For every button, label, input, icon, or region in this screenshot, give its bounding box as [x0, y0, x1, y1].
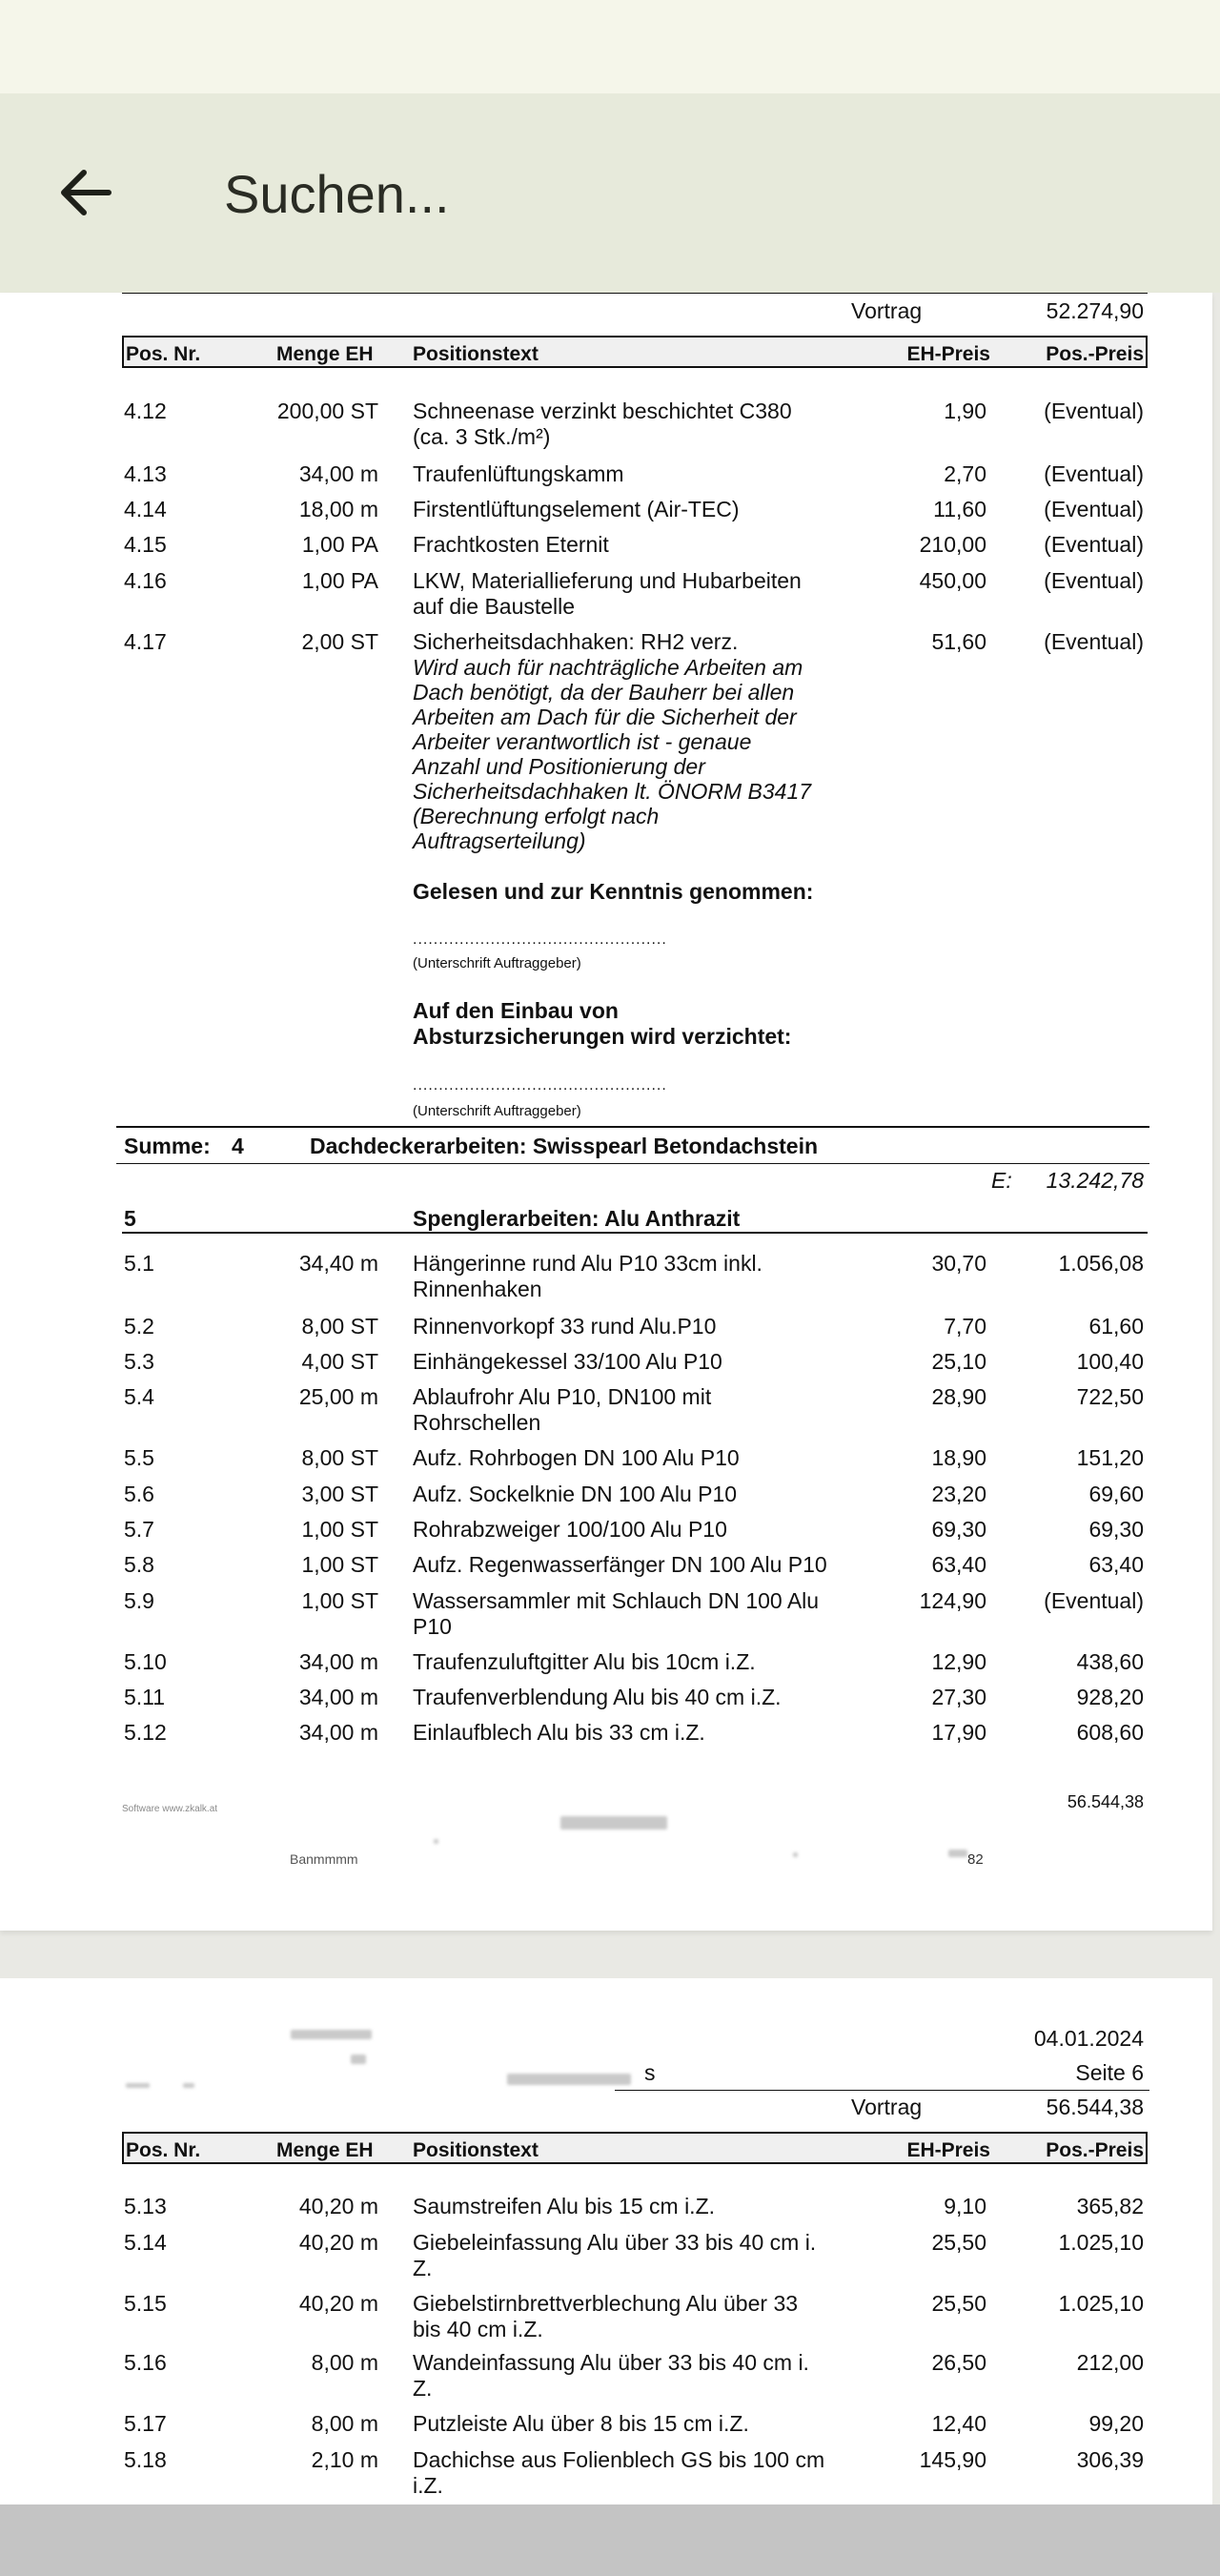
- position-price: (Eventual): [1044, 1588, 1144, 1613]
- position-text: [413, 1482, 861, 1507]
- quantity-unit: 1,00 PA: [301, 568, 378, 593]
- unit-price: 30,70: [931, 1251, 986, 1276]
- section-number: 5: [124, 1206, 136, 1231]
- position-text-line: Wassersammler mit Schlauch DN 100 Alu: [413, 1588, 820, 1613]
- col-unit-price: EH-Preis: [906, 343, 990, 365]
- column-header-row: [122, 336, 1148, 368]
- carry-label: Vortrag: [851, 298, 923, 323]
- position-text-line: Frachtkosten Eternit: [413, 532, 609, 557]
- position-text-line: Giebelstirnbrettverblechung Alu über 33: [413, 2291, 799, 2316]
- quantity-unit: 8,00 ST: [301, 1314, 378, 1339]
- position-text: [413, 1445, 861, 1471]
- position-number: 5.11: [124, 1685, 166, 1709]
- position-price: (Eventual): [1044, 497, 1144, 521]
- position-text-line: Aufz. Rohrbogen DN 100 Alu P10: [413, 1445, 740, 1470]
- position-price: 438,60: [1076, 1649, 1144, 1674]
- position-number: 5.6: [124, 1482, 154, 1506]
- quantity-unit: 2,10 m: [311, 2447, 378, 2472]
- position-price: (Eventual): [1044, 629, 1144, 654]
- position-text-line: Einlaufblech Alu bis 33 cm i.Z.: [413, 1720, 705, 1745]
- redacted-mark: [560, 1816, 667, 1830]
- position-price: 100,40: [1076, 1349, 1144, 1374]
- position-text-line: Aufz. Regenwasserfänger DN 100 Alu P10: [413, 1552, 827, 1577]
- position-text-line: Traufenverblendung Alu bis 40 cm i.Z.: [413, 1685, 782, 1709]
- col-pos-price: Pos.-Preis: [1046, 343, 1144, 365]
- quantity-unit: 34,00 m: [298, 1720, 378, 1745]
- col-text: Positionstext: [413, 343, 539, 365]
- position-text-line: auf die Baustelle: [413, 594, 576, 619]
- position-number: 5.4: [124, 1384, 154, 1409]
- col-unit-price: EH-Preis: [906, 2139, 990, 2161]
- position-text-line: i.Z.: [413, 2473, 443, 2498]
- waiver-heading-1: Auf den Einbau von: [413, 998, 619, 1023]
- position-text: [413, 532, 861, 558]
- position-text: [413, 1349, 861, 1375]
- position-price: 61,60: [1088, 1314, 1144, 1339]
- unit-price: 11,60: [933, 497, 986, 521]
- position-price: 365,82: [1076, 2194, 1144, 2218]
- position-text-line: Rinnenhaken: [413, 1277, 542, 1301]
- unit-price: 12,90: [931, 1649, 986, 1674]
- column-header-row: [122, 2132, 1148, 2164]
- signature-line: .................................................: [413, 931, 667, 948]
- col-pos-price: Pos.-Preis: [1046, 2139, 1144, 2161]
- sum-value: 13.242,78: [1046, 1168, 1144, 1193]
- position-text: [413, 568, 861, 620]
- position-text: [413, 497, 861, 522]
- unit-price: 124,90: [919, 1588, 986, 1613]
- unit-price: 23,20: [931, 1482, 986, 1506]
- search-field[interactable]: Suchen...: [224, 164, 450, 224]
- signature-caption: (Unterschrift Auftraggeber): [413, 1103, 581, 1119]
- unit-price: 63,40: [931, 1552, 986, 1577]
- quantity-unit: 2,00 ST: [301, 629, 378, 654]
- unit-price: 17,90: [931, 1720, 986, 1745]
- position-text: [413, 461, 861, 487]
- arrow-left-icon: [55, 162, 116, 223]
- position-number: 5.8: [124, 1552, 154, 1577]
- unit-price: 7,70: [944, 1314, 986, 1339]
- top-app-bar: [0, 93, 1220, 293]
- unit-price: 12,40: [931, 2411, 986, 2436]
- ack-heading: Gelesen und zur Kenntnis genommen:: [413, 879, 814, 904]
- position-price: 928,20: [1076, 1685, 1144, 1709]
- position-price: (Eventual): [1044, 568, 1144, 593]
- position-text: [413, 399, 861, 450]
- quantity-unit: 1,00 ST: [301, 1552, 378, 1577]
- carry-value: 56.544,38: [1046, 2095, 1144, 2119]
- footer-right-text: 82: [967, 1851, 984, 1868]
- quantity-unit: 8,00 m: [311, 2411, 378, 2436]
- position-text-line: bis 40 cm i.Z.: [413, 2317, 543, 2341]
- note-line: Sicherheitsdachhaken lt. ÖNORM B3417: [413, 779, 812, 804]
- redacted-mark: [507, 2074, 631, 2085]
- position-text: [413, 2291, 861, 2342]
- sum-prefix: E:: [991, 1168, 1012, 1193]
- unit-price: 28,90: [931, 1384, 986, 1409]
- position-text-line: LKW, Materiallieferung und Hubarbeiten: [413, 568, 802, 593]
- position-text-line: Saumstreifen Alu bis 15 cm i.Z.: [413, 2194, 716, 2218]
- position-text-line: Rohrschellen: [413, 1410, 541, 1435]
- redacted-mark: [948, 1850, 967, 1857]
- section-title: Spenglerarbeiten: Alu Anthrazit: [413, 1206, 741, 1231]
- header-rule: [615, 2090, 1149, 2091]
- position-price: (Eventual): [1044, 399, 1144, 423]
- position-number: 5.1: [124, 1251, 154, 1276]
- position-text: [413, 2447, 861, 2499]
- quantity-unit: 40,20 m: [298, 2230, 378, 2255]
- position-price: 722,50: [1076, 1384, 1144, 1409]
- unit-price: 210,00: [919, 532, 986, 557]
- position-number: 5.12: [124, 1720, 167, 1745]
- unit-price: 51,60: [931, 629, 986, 654]
- quantity-unit: 200,00 ST: [276, 399, 378, 423]
- position-number: 5.15: [124, 2291, 167, 2316]
- position-number: 5.5: [124, 1445, 154, 1470]
- position-text-line: Hängerinne rund Alu P10 33cm inkl.: [413, 1251, 762, 1276]
- position-text: [413, 1588, 861, 1640]
- note-line: Anzahl und Positionierung der: [413, 754, 705, 779]
- waiver-heading-2: Absturzsicherungen wird verzichtet:: [413, 1024, 792, 1049]
- item-note: [413, 655, 811, 853]
- position-text-line: Einhängekessel 33/100 Alu P10: [413, 1349, 722, 1374]
- status-strip: [0, 0, 1220, 93]
- position-text: [413, 2411, 861, 2437]
- quantity-unit: 4,00 ST: [301, 1349, 378, 1374]
- position-price: 63,40: [1088, 1552, 1144, 1577]
- position-text: [413, 629, 861, 655]
- position-number: 5.7: [124, 1517, 154, 1542]
- position-number: 5.18: [124, 2447, 167, 2472]
- unit-price: 69,30: [931, 1517, 986, 1542]
- position-text-line: Traufenlüftungskamm: [413, 461, 624, 486]
- position-text-line: Putzleiste Alu über 8 bis 15 cm i.Z.: [413, 2411, 749, 2436]
- document-page: [0, 1978, 1212, 2512]
- redacted-mark: [126, 2083, 150, 2088]
- page-number: Seite 6: [1075, 2060, 1144, 2085]
- carry-value: 52.274,90: [1046, 298, 1144, 323]
- position-number: 4.14: [124, 497, 167, 521]
- document-page: [0, 293, 1212, 1931]
- header-letter: s: [644, 2060, 656, 2085]
- sum-number: 4: [232, 1134, 244, 1158]
- position-text-line: Ablaufrohr Alu P10, DN100 mit: [413, 1384, 712, 1409]
- document-date: 04.01.2024: [1033, 2026, 1144, 2051]
- unit-price: 450,00: [919, 568, 986, 593]
- unit-price: 145,90: [919, 2447, 986, 2472]
- footer-total: 56.544,38: [1067, 1792, 1144, 1811]
- position-text: [413, 1685, 861, 1710]
- quantity-unit: 34,00 m: [298, 1649, 378, 1674]
- position-number: 4.15: [124, 532, 167, 557]
- position-text-line: Sicherheitsdachhaken: RH2 verz.: [413, 629, 739, 654]
- position-text-line: Firstentlüftungselement (Air-TEC): [413, 497, 740, 521]
- position-number: 4.16: [124, 568, 167, 593]
- redacted-mark: [351, 2055, 366, 2064]
- col-pos: Pos. Nr.: [126, 343, 201, 365]
- top-rule: [122, 293, 1148, 294]
- sum-rule-bottom: [116, 1163, 1149, 1164]
- col-qty: Menge EH: [276, 2139, 374, 2161]
- position-text-line: Z.: [413, 2376, 433, 2401]
- position-price: 1.056,08: [1058, 1251, 1144, 1276]
- quantity-unit: 34,00 m: [298, 1685, 378, 1709]
- position-text-line: Z.: [413, 2256, 433, 2280]
- redacted-mark: [793, 1852, 798, 1857]
- unit-price: 25,50: [931, 2230, 986, 2255]
- position-price: 1.025,10: [1058, 2291, 1144, 2316]
- unit-price: 18,90: [931, 1445, 986, 1470]
- quantity-unit: 34,00 m: [298, 461, 378, 486]
- position-number: 4.17: [124, 629, 167, 654]
- quantity-unit: 25,00 m: [298, 1384, 378, 1409]
- position-text-line: Aufz. Sockelknie DN 100 Alu P10: [413, 1482, 738, 1506]
- position-number: 4.12: [124, 399, 167, 423]
- position-text-line: (ca. 3 Stk./m²): [413, 424, 551, 449]
- position-number: 5.16: [124, 2350, 167, 2375]
- position-text-line: Wandeinfassung Alu über 33 bis 40 cm i.: [413, 2350, 809, 2375]
- position-text: [413, 2350, 861, 2402]
- quantity-unit: 1,00 ST: [301, 1517, 378, 1542]
- unit-price: 26,50: [931, 2350, 986, 2375]
- note-line: Arbeiten am Dach für die Sicherheit der: [413, 705, 797, 729]
- position-price: 212,00: [1076, 2350, 1144, 2375]
- position-text-line: Traufenzuluftgitter Alu bis 10cm i.Z.: [413, 1649, 756, 1674]
- position-price: (Eventual): [1044, 461, 1144, 486]
- quantity-unit: 3,00 ST: [301, 1482, 378, 1506]
- sum-rule: [116, 1126, 1149, 1128]
- position-text: [413, 1517, 861, 1543]
- note-line: (Berechnung erfolgt nach: [413, 804, 660, 828]
- signature-caption: (Unterschrift Auftraggeber): [413, 955, 581, 971]
- quantity-unit: 8,00 ST: [301, 1445, 378, 1470]
- position-number: 5.9: [124, 1588, 154, 1613]
- col-pos: Pos. Nr.: [126, 2139, 201, 2161]
- bottom-nav-bar: [0, 2504, 1220, 2576]
- note-line: Arbeiter verantwortlich ist - genaue: [413, 729, 752, 754]
- document-viewer[interactable]: [0, 293, 1220, 2504]
- redacted-mark: [183, 2083, 194, 2088]
- position-number: 5.17: [124, 2411, 167, 2436]
- position-number: 5.10: [124, 1649, 167, 1674]
- footer-left-text: Banmmmm: [290, 1851, 358, 1867]
- position-price: 306,39: [1076, 2447, 1144, 2472]
- section-rule: [122, 1232, 1148, 1234]
- unit-price: 25,10: [931, 1349, 986, 1374]
- footer-software: Software www.zkalk.at: [122, 1804, 218, 1814]
- quantity-unit: 40,20 m: [298, 2291, 378, 2316]
- unit-price: 27,30: [931, 1685, 986, 1709]
- quantity-unit: 1,00 ST: [301, 1588, 378, 1613]
- quantity-unit: 8,00 m: [311, 2350, 378, 2375]
- sum-label: Summe:: [124, 1134, 211, 1158]
- position-text-line: P10: [413, 1614, 452, 1639]
- position-price: 1.025,10: [1058, 2230, 1144, 2255]
- position-text-line: Giebeleinfassung Alu über 33 bis 40 cm i.: [413, 2230, 817, 2255]
- redacted-mark: [291, 2030, 372, 2039]
- position-number: 5.13: [124, 2194, 167, 2218]
- quantity-unit: 34,40 m: [298, 1251, 378, 1276]
- position-text-line: Schneenase verzinkt beschichtet C380: [413, 399, 792, 423]
- position-text: [413, 2230, 861, 2281]
- unit-price: 9,10: [944, 2194, 986, 2218]
- quantity-unit: 1,00 PA: [301, 532, 378, 557]
- signature-line: .................................................: [413, 1077, 667, 1094]
- position-price: 608,60: [1076, 1720, 1144, 1745]
- redacted-mark: [434, 1839, 438, 1844]
- unit-price: 25,50: [931, 2291, 986, 2316]
- col-text: Positionstext: [413, 2139, 539, 2161]
- position-text: [413, 2194, 861, 2219]
- note-line: Wird auch für nachträgliche Arbeiten am: [413, 655, 803, 680]
- position-number: 4.13: [124, 461, 167, 486]
- sum-title: Dachdeckerarbeiten: Swisspearl Betondachstein: [310, 1134, 819, 1158]
- back-button[interactable]: [55, 162, 116, 223]
- quantity-unit: 18,00 m: [298, 497, 378, 521]
- position-text-line: Rohrabzweiger 100/100 Alu P10: [413, 1517, 727, 1542]
- position-text: [413, 1314, 861, 1339]
- note-line: Dach benötigt, da der Bauherr bei allen: [413, 680, 795, 705]
- unit-price: 2,70: [944, 461, 986, 486]
- note-line: Auftragserteilung): [413, 828, 586, 853]
- carry-label: Vortrag: [851, 2095, 923, 2119]
- position-text: [413, 1384, 861, 1436]
- quantity-unit: 40,20 m: [298, 2194, 378, 2218]
- unit-price: 1,90: [944, 399, 986, 423]
- position-price: 99,20: [1088, 2411, 1144, 2436]
- position-number: 5.2: [124, 1314, 154, 1339]
- position-text: [413, 1251, 861, 1302]
- position-number: 5.14: [124, 2230, 167, 2255]
- position-text-line: Dachichse aus Folienblech GS bis 100 cm: [413, 2447, 825, 2472]
- position-price: 151,20: [1076, 1445, 1144, 1470]
- position-text-line: Rinnenvorkopf 33 rund Alu.P10: [413, 1314, 717, 1339]
- position-text: [413, 1552, 861, 1578]
- position-price: 69,30: [1088, 1517, 1144, 1542]
- position-number: 5.3: [124, 1349, 154, 1374]
- position-price: (Eventual): [1044, 532, 1144, 557]
- col-qty: Menge EH: [276, 343, 374, 365]
- position-price: 69,60: [1088, 1482, 1144, 1506]
- position-text: [413, 1649, 861, 1675]
- position-text: [413, 1720, 861, 1746]
